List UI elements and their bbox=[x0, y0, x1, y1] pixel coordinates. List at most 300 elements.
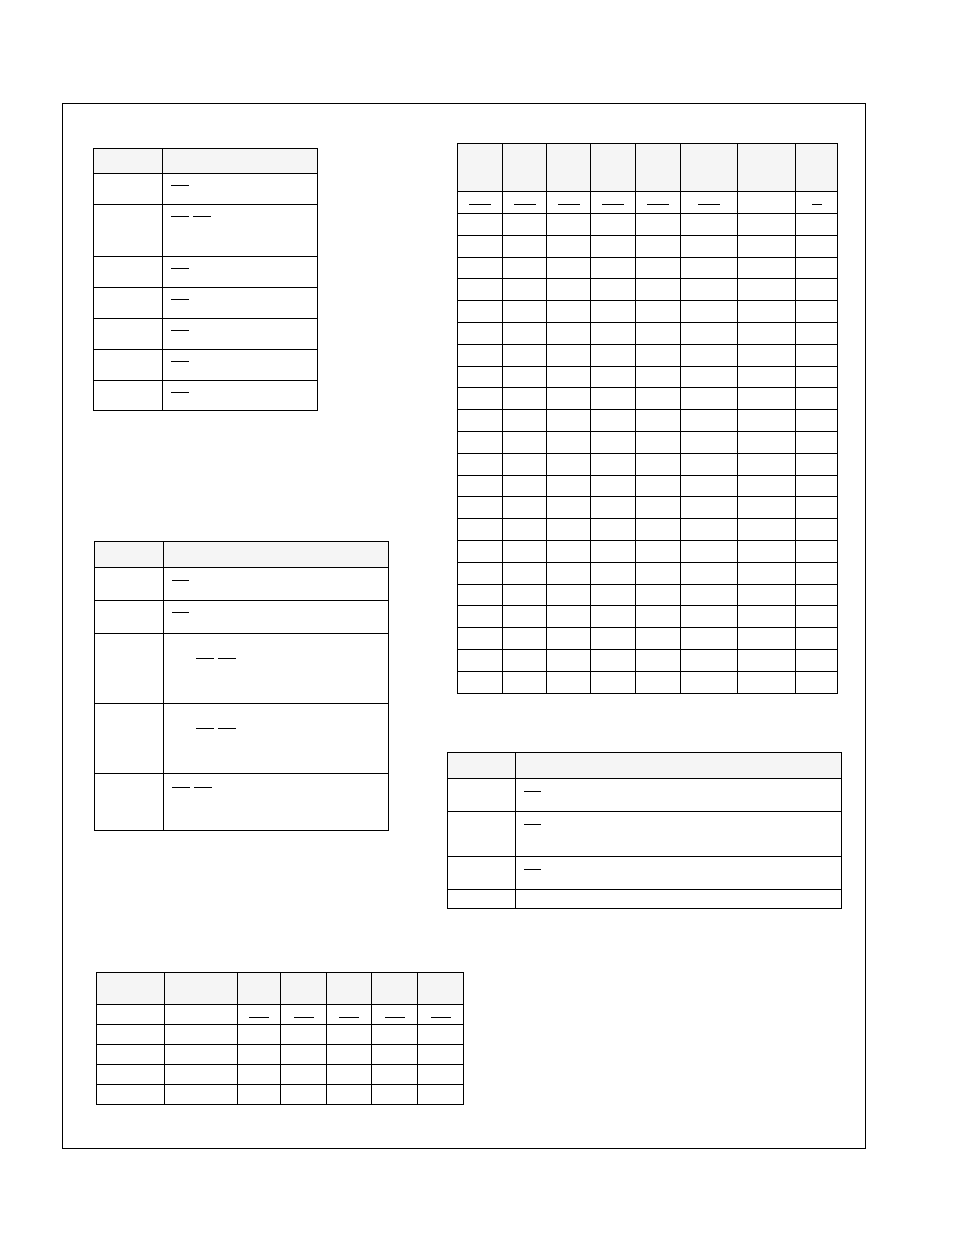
table-d bbox=[447, 752, 842, 909]
table-cell bbox=[238, 1085, 281, 1105]
table-cell bbox=[503, 475, 547, 497]
table-cell bbox=[458, 497, 503, 519]
table-cell bbox=[418, 1025, 464, 1045]
table-e-overline-row bbox=[97, 1005, 464, 1025]
table-cell bbox=[458, 475, 503, 497]
table-cell bbox=[458, 192, 503, 214]
table-cell bbox=[458, 606, 503, 628]
table-cell bbox=[97, 1005, 165, 1025]
table-cell bbox=[503, 279, 547, 301]
table-row bbox=[94, 381, 318, 411]
overline-mark bbox=[218, 728, 236, 729]
table-cell bbox=[327, 1025, 372, 1045]
table-cell bbox=[636, 235, 681, 257]
table-cell bbox=[547, 671, 591, 693]
table-row bbox=[458, 628, 838, 650]
table-row bbox=[94, 350, 318, 381]
table-cell bbox=[591, 301, 636, 323]
table-cell bbox=[503, 628, 547, 650]
table-cell bbox=[238, 1045, 281, 1065]
table-e-header-cell bbox=[372, 973, 418, 1005]
table-cell bbox=[516, 890, 842, 909]
table-row bbox=[458, 431, 838, 453]
table-row bbox=[458, 366, 838, 388]
table-cell bbox=[458, 671, 503, 693]
table-row bbox=[97, 1045, 464, 1065]
table-cell bbox=[458, 301, 503, 323]
table-cell bbox=[591, 562, 636, 584]
table-cell bbox=[738, 257, 796, 279]
table-cell bbox=[458, 410, 503, 432]
table-cell bbox=[796, 257, 838, 279]
table-cell bbox=[327, 1045, 372, 1065]
overline-mark bbox=[171, 216, 189, 217]
overline-mark bbox=[524, 791, 541, 792]
table-cell bbox=[681, 235, 738, 257]
table-cell bbox=[281, 1065, 327, 1085]
table-c-header-cell bbox=[636, 144, 681, 192]
table-cell bbox=[681, 475, 738, 497]
table-cell bbox=[281, 1045, 327, 1065]
table-cell bbox=[636, 584, 681, 606]
table-cell bbox=[458, 628, 503, 650]
table-cell bbox=[681, 584, 738, 606]
table-cell bbox=[796, 519, 838, 541]
table-row bbox=[458, 453, 838, 475]
table-e bbox=[96, 972, 464, 1105]
table-row bbox=[97, 1025, 464, 1045]
table-cell bbox=[591, 257, 636, 279]
table-cell bbox=[503, 649, 547, 671]
overline-mark bbox=[171, 185, 189, 186]
table-cell bbox=[591, 322, 636, 344]
table-cell bbox=[327, 1065, 372, 1085]
table-cell bbox=[165, 1025, 238, 1045]
table-cell bbox=[591, 475, 636, 497]
table-cell bbox=[796, 214, 838, 236]
table-cell bbox=[681, 366, 738, 388]
table-cell bbox=[94, 381, 163, 411]
overline-mark bbox=[647, 204, 669, 205]
table-row bbox=[458, 235, 838, 257]
table-cell bbox=[94, 205, 163, 257]
table-cell bbox=[591, 453, 636, 475]
table-cell bbox=[503, 540, 547, 562]
table-cell bbox=[163, 381, 318, 411]
table-row bbox=[448, 857, 842, 890]
table-cell bbox=[516, 812, 842, 857]
table-a bbox=[93, 148, 318, 411]
table-row bbox=[95, 634, 389, 704]
table-cell bbox=[738, 540, 796, 562]
table-cell bbox=[591, 279, 636, 301]
table-cell bbox=[681, 257, 738, 279]
table-cell bbox=[681, 671, 738, 693]
table-c-header-cell bbox=[458, 144, 503, 192]
table-cell bbox=[636, 344, 681, 366]
overline-mark bbox=[524, 824, 541, 825]
table-cell bbox=[547, 628, 591, 650]
table-cell bbox=[681, 497, 738, 519]
table-cell bbox=[503, 388, 547, 410]
table-cell bbox=[681, 192, 738, 214]
table-cell bbox=[547, 519, 591, 541]
table-cell bbox=[796, 431, 838, 453]
table-e-body bbox=[97, 1025, 464, 1105]
table-c-header-cell bbox=[503, 144, 547, 192]
table-cell bbox=[238, 1005, 281, 1025]
table-row bbox=[94, 288, 318, 319]
table-row bbox=[458, 540, 838, 562]
table-c-body bbox=[458, 214, 838, 694]
overline-mark bbox=[698, 204, 720, 205]
table-cell bbox=[95, 568, 164, 601]
table-cell bbox=[458, 540, 503, 562]
table-cell bbox=[503, 497, 547, 519]
table-cell bbox=[503, 257, 547, 279]
table-cell bbox=[636, 671, 681, 693]
table-cell bbox=[547, 649, 591, 671]
table-cell bbox=[547, 388, 591, 410]
table-cell bbox=[636, 497, 681, 519]
table-cell bbox=[636, 257, 681, 279]
table-cell bbox=[796, 192, 838, 214]
table-cell bbox=[94, 288, 163, 319]
table-cell bbox=[591, 628, 636, 650]
table-c-header-cell bbox=[681, 144, 738, 192]
table-cell bbox=[458, 214, 503, 236]
table-row bbox=[448, 890, 842, 909]
table-cell bbox=[372, 1005, 418, 1025]
table-cell bbox=[796, 562, 838, 584]
table-cell bbox=[591, 410, 636, 432]
table-row bbox=[458, 344, 838, 366]
table-cell bbox=[738, 322, 796, 344]
table-cell bbox=[591, 606, 636, 628]
table-cell bbox=[636, 192, 681, 214]
table-cell bbox=[547, 431, 591, 453]
table-cell bbox=[591, 388, 636, 410]
table-cell bbox=[636, 540, 681, 562]
table-cell bbox=[163, 288, 318, 319]
table-cell bbox=[164, 774, 389, 831]
table-cell bbox=[547, 322, 591, 344]
table-cell bbox=[738, 497, 796, 519]
table-cell bbox=[503, 584, 547, 606]
overline-mark bbox=[294, 1017, 314, 1018]
overline-mark bbox=[218, 658, 236, 659]
table-cell bbox=[458, 257, 503, 279]
table-cell bbox=[503, 322, 547, 344]
table-e-header-row bbox=[97, 973, 464, 1005]
overline-mark bbox=[431, 1017, 451, 1018]
overline-mark bbox=[524, 869, 541, 870]
table-cell bbox=[796, 584, 838, 606]
table-cell bbox=[738, 235, 796, 257]
overline-mark bbox=[196, 728, 214, 729]
table-c-overline-row bbox=[458, 192, 838, 214]
table-cell bbox=[636, 214, 681, 236]
table-cell bbox=[503, 431, 547, 453]
table-cell bbox=[796, 322, 838, 344]
table-cell bbox=[738, 519, 796, 541]
table-c-header-cell bbox=[738, 144, 796, 192]
table-cell bbox=[448, 779, 516, 812]
table-cell bbox=[165, 1065, 238, 1085]
table-cell bbox=[681, 322, 738, 344]
table-c-header-cell bbox=[547, 144, 591, 192]
table-cell bbox=[418, 1005, 464, 1025]
table-row bbox=[458, 410, 838, 432]
table-cell bbox=[97, 1065, 165, 1085]
table-row bbox=[458, 606, 838, 628]
table-c bbox=[457, 143, 838, 694]
overline-mark bbox=[558, 204, 580, 205]
table-cell bbox=[238, 1025, 281, 1045]
table-e-header-cell bbox=[327, 973, 372, 1005]
table-d-header-cell bbox=[516, 753, 842, 779]
table-row bbox=[97, 1065, 464, 1085]
table-cell bbox=[458, 431, 503, 453]
table-cell bbox=[372, 1085, 418, 1105]
table-cell bbox=[636, 366, 681, 388]
table-row bbox=[94, 174, 318, 205]
table-cell bbox=[681, 606, 738, 628]
overline-mark bbox=[171, 392, 189, 393]
table-cell bbox=[636, 475, 681, 497]
table-cell bbox=[738, 475, 796, 497]
overline-mark bbox=[172, 787, 190, 788]
table-cell bbox=[547, 366, 591, 388]
table-row bbox=[458, 475, 838, 497]
table-cell bbox=[591, 214, 636, 236]
table-cell bbox=[636, 410, 681, 432]
table-row bbox=[458, 497, 838, 519]
table-cell bbox=[591, 649, 636, 671]
table-cell bbox=[547, 540, 591, 562]
table-cell bbox=[738, 192, 796, 214]
table-cell bbox=[591, 519, 636, 541]
table-cell bbox=[636, 562, 681, 584]
table-a-header-cell bbox=[94, 149, 163, 174]
table-cell bbox=[681, 519, 738, 541]
table-cell bbox=[738, 410, 796, 432]
table-cell bbox=[458, 344, 503, 366]
table-cell bbox=[163, 174, 318, 205]
table-row bbox=[458, 279, 838, 301]
overline-mark bbox=[171, 268, 189, 269]
table-cell bbox=[418, 1045, 464, 1065]
overline-mark bbox=[249, 1017, 269, 1018]
table-row bbox=[94, 319, 318, 350]
table-cell bbox=[516, 779, 842, 812]
table-cell bbox=[448, 857, 516, 890]
table-row bbox=[95, 601, 389, 634]
table-cell bbox=[796, 301, 838, 323]
table-cell bbox=[97, 1045, 165, 1065]
table-cell bbox=[503, 192, 547, 214]
overline-mark bbox=[339, 1017, 359, 1018]
table-cell bbox=[503, 453, 547, 475]
table-cell bbox=[547, 301, 591, 323]
table-cell bbox=[458, 279, 503, 301]
overline-mark bbox=[196, 658, 214, 659]
table-cell bbox=[636, 301, 681, 323]
table-cell bbox=[503, 235, 547, 257]
table-cell bbox=[547, 257, 591, 279]
table-cell bbox=[163, 205, 318, 257]
table-cell bbox=[94, 257, 163, 288]
overline-mark bbox=[171, 330, 189, 331]
table-cell bbox=[458, 235, 503, 257]
table-row bbox=[97, 1085, 464, 1105]
table-cell bbox=[738, 431, 796, 453]
table-cell bbox=[547, 279, 591, 301]
overline-mark bbox=[469, 204, 491, 205]
table-row bbox=[458, 584, 838, 606]
table-cell bbox=[281, 1085, 327, 1105]
table-cell bbox=[94, 319, 163, 350]
table-cell bbox=[547, 192, 591, 214]
table-cell bbox=[547, 410, 591, 432]
table-cell bbox=[796, 671, 838, 693]
table-cell bbox=[591, 344, 636, 366]
table-e-header-cell bbox=[238, 973, 281, 1005]
table-cell bbox=[796, 235, 838, 257]
table-cell bbox=[165, 1045, 238, 1065]
overline-mark bbox=[171, 361, 189, 362]
table-cell bbox=[503, 519, 547, 541]
table-cell bbox=[636, 431, 681, 453]
table-cell bbox=[458, 584, 503, 606]
table-cell bbox=[636, 649, 681, 671]
table-cell bbox=[796, 649, 838, 671]
table-cell bbox=[796, 279, 838, 301]
overline-mark bbox=[514, 204, 536, 205]
overline-mark bbox=[193, 216, 211, 217]
table-cell bbox=[164, 568, 389, 601]
table-cell bbox=[591, 540, 636, 562]
table-cell bbox=[165, 1005, 238, 1025]
table-cell bbox=[796, 497, 838, 519]
table-cell bbox=[547, 562, 591, 584]
overline-mark bbox=[194, 787, 212, 788]
table-cell bbox=[458, 388, 503, 410]
table-cell bbox=[738, 344, 796, 366]
table-c-header-row bbox=[458, 144, 838, 192]
table-row bbox=[95, 774, 389, 831]
table-cell bbox=[165, 1085, 238, 1105]
table-cell bbox=[372, 1045, 418, 1065]
table-d-header-row bbox=[448, 753, 842, 779]
table-cell bbox=[681, 431, 738, 453]
table-row bbox=[95, 704, 389, 774]
table-cell bbox=[503, 606, 547, 628]
overline-mark bbox=[171, 299, 189, 300]
table-cell bbox=[591, 497, 636, 519]
table-cell bbox=[636, 388, 681, 410]
table-row bbox=[458, 322, 838, 344]
table-cell bbox=[97, 1025, 165, 1045]
table-cell bbox=[636, 279, 681, 301]
table-cell bbox=[547, 606, 591, 628]
table-cell bbox=[636, 453, 681, 475]
table-cell bbox=[796, 366, 838, 388]
table-cell bbox=[163, 350, 318, 381]
overline-mark bbox=[172, 612, 189, 613]
table-row bbox=[95, 568, 389, 601]
table-e-header-cell bbox=[97, 973, 165, 1005]
table-cell bbox=[327, 1085, 372, 1105]
table-cell bbox=[591, 235, 636, 257]
overline-mark bbox=[602, 204, 624, 205]
table-cell bbox=[681, 628, 738, 650]
table-cell bbox=[796, 628, 838, 650]
table-row bbox=[94, 205, 318, 257]
table-cell bbox=[458, 649, 503, 671]
table-cell bbox=[681, 279, 738, 301]
table-cell bbox=[458, 322, 503, 344]
table-cell bbox=[372, 1065, 418, 1085]
table-cell bbox=[448, 890, 516, 909]
table-cell bbox=[796, 475, 838, 497]
table-cell bbox=[327, 1005, 372, 1025]
table-row bbox=[458, 214, 838, 236]
table-row bbox=[448, 779, 842, 812]
table-cell bbox=[547, 235, 591, 257]
table-cell bbox=[738, 366, 796, 388]
table-cell bbox=[97, 1085, 165, 1105]
table-cell bbox=[591, 192, 636, 214]
table-cell bbox=[547, 584, 591, 606]
table-cell bbox=[738, 214, 796, 236]
table-row bbox=[458, 301, 838, 323]
table-cell bbox=[681, 344, 738, 366]
overline-mark bbox=[172, 580, 189, 581]
table-row bbox=[458, 519, 838, 541]
table-row bbox=[94, 257, 318, 288]
table-d-header-cell bbox=[448, 753, 516, 779]
table-cell bbox=[503, 366, 547, 388]
table-row bbox=[458, 649, 838, 671]
table-cell bbox=[418, 1065, 464, 1085]
table-e-header-cell bbox=[281, 973, 327, 1005]
table-cell bbox=[738, 649, 796, 671]
table-row bbox=[448, 812, 842, 857]
table-cell bbox=[591, 671, 636, 693]
table-cell bbox=[503, 214, 547, 236]
table-cell bbox=[681, 540, 738, 562]
table-cell bbox=[164, 601, 389, 634]
table-cell bbox=[418, 1085, 464, 1105]
table-cell bbox=[681, 301, 738, 323]
table-b-header-row bbox=[95, 542, 389, 568]
table-cell bbox=[636, 322, 681, 344]
table-cell bbox=[95, 704, 164, 774]
table-cell bbox=[681, 388, 738, 410]
table-cell bbox=[738, 453, 796, 475]
table-cell bbox=[681, 562, 738, 584]
table-cell bbox=[681, 649, 738, 671]
table-cell bbox=[448, 812, 516, 857]
table-cell bbox=[547, 453, 591, 475]
table-cell bbox=[738, 301, 796, 323]
table-cell bbox=[503, 671, 547, 693]
table-cell bbox=[738, 628, 796, 650]
table-cell bbox=[372, 1025, 418, 1045]
table-e-header-cell bbox=[418, 973, 464, 1005]
table-cell bbox=[591, 431, 636, 453]
